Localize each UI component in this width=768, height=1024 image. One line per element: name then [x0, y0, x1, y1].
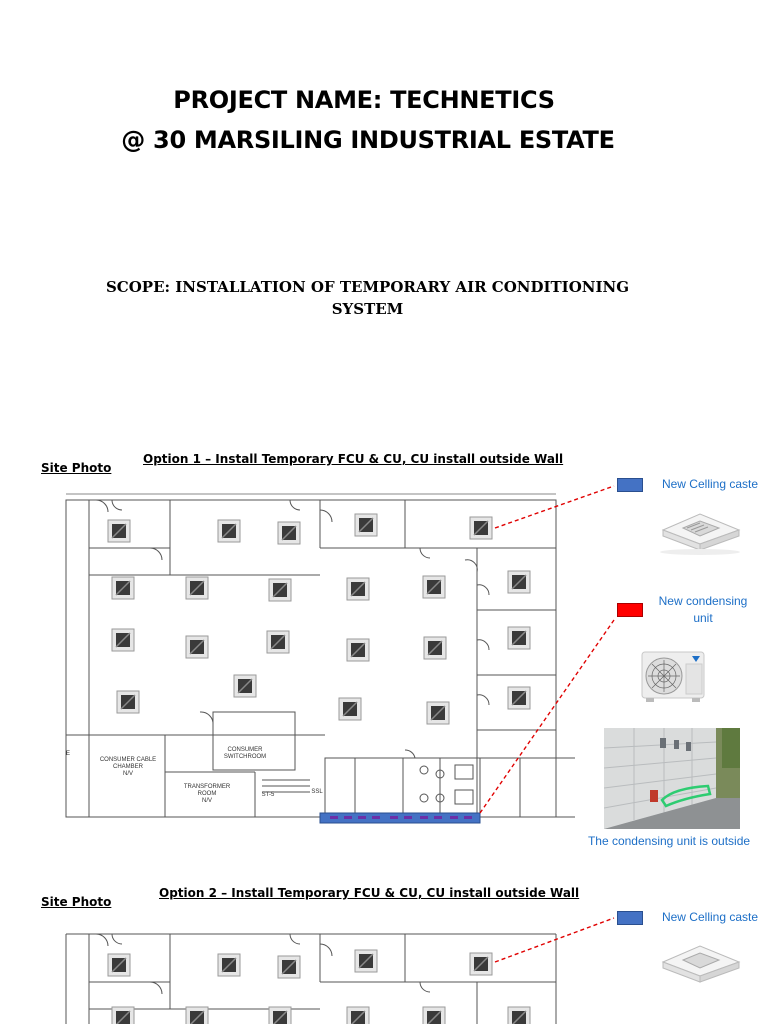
project-title-line-1: PROJECT NAME: TECHNETICS: [173, 86, 555, 114]
ceiling-cassette-unit: [112, 1007, 134, 1024]
ceiling-cassette-unit: [508, 571, 530, 593]
plan-switchroom-2: SWITCHROOM: [223, 754, 267, 760]
ceiling-cassette-unit: [347, 578, 369, 600]
ceiling-cassette-unit: [278, 956, 300, 978]
plan-switchroom-1: CONSUMER: [227, 747, 263, 753]
ceiling-cassette-unit: [470, 517, 492, 539]
ceiling-cassette-unit: [508, 687, 530, 709]
ceiling-cassette-unit: [347, 639, 369, 661]
plan-cable-chamber-2: CHAMBER: [112, 764, 144, 770]
condensing-unit-strip: [320, 813, 480, 823]
photo-caption: The condensing unit is outside: [587, 834, 751, 848]
plan-transformer-3: N/V: [201, 798, 213, 804]
ceiling-cassette-unit: [508, 627, 530, 649]
plan-ssl: SSL: [311, 789, 323, 795]
ceiling-cassette-unit: [186, 636, 208, 658]
legend-fcu-label-2: New Celling caste: [661, 910, 759, 924]
ceiling-cassette-unit: [186, 1007, 208, 1024]
ceiling-cassette-unit: [278, 522, 300, 544]
ceiling-cassette-unit: [423, 1007, 445, 1024]
ceiling-cassette-unit: [427, 702, 449, 724]
legend-fcu-swatch-2: [617, 911, 643, 925]
ceiling-cassette-unit: [355, 514, 377, 536]
plan-cable-chamber-1: CONSUMER CABLE: [99, 757, 157, 763]
ceiling-cassette-unit: [508, 1007, 530, 1024]
ceiling-cassette-unit: [269, 1007, 291, 1024]
ceiling-cassette-unit: [347, 1007, 369, 1024]
option-2-title: Option 2 – Install Temporary FCU & CU, CU install outside Wall: [159, 886, 580, 900]
site-photo-label-2: Site Photo: [41, 895, 112, 909]
ceiling-cassette-unit: [112, 577, 134, 599]
leader-line-fcu: [495, 486, 614, 528]
ceiling-cassette-unit: [355, 950, 377, 972]
ceiling-cassette-image: [655, 500, 745, 558]
ceiling-cassette-unit: [423, 576, 445, 598]
legend-fcu-swatch: [617, 478, 643, 492]
plan-cable-chamber-3: N/V: [122, 771, 134, 777]
option-1-title: Option 1 – Install Temporary FCU & CU, CU install outside Wall: [143, 452, 564, 466]
site-photo-label-1: Site Photo: [41, 461, 112, 475]
plan-transformer-2: ROOM: [197, 791, 217, 797]
legend-cu-label-line-2: unit: [693, 611, 713, 625]
ceiling-cassette-unit: [108, 520, 130, 542]
condensing-unit-image: [640, 650, 708, 704]
ceiling-cassette-unit: [117, 691, 139, 713]
ceiling-cassette-unit: [218, 954, 240, 976]
plan-e-mark: E: [65, 751, 71, 757]
plan-st5: ST-5: [261, 792, 275, 798]
project-title-line-2: @ 30 MARSILING INDUSTRIAL ESTATE: [121, 126, 615, 154]
ceiling-cassette-unit: [470, 953, 492, 975]
ceiling-cassette-unit: [108, 954, 130, 976]
ceiling-cassette-unit: [186, 577, 208, 599]
floor-plan-option-2: [0, 914, 768, 1024]
ceiling-cassette-unit: [112, 629, 134, 651]
ceiling-cassette-unit: [339, 698, 361, 720]
plan-transformer-1: TRANSFORMER: [183, 784, 231, 790]
ceiling-cassette-unit: [218, 520, 240, 542]
legend-cu-label-line-1: New condensing: [658, 594, 748, 608]
legend-cu-swatch: [617, 603, 643, 617]
ceiling-cassette-unit: [234, 675, 256, 697]
scope-line-1: SCOPE: INSTALLATION OF TEMPORARY AIR CONDITIONING: [105, 278, 630, 296]
scope-line-2: SYSTEM: [331, 300, 404, 318]
ceiling-cassette-image-2: [655, 934, 745, 984]
leader-line-cu: [480, 620, 614, 813]
leader-line-fcu-2: [495, 918, 614, 962]
ceiling-cassette-unit: [424, 637, 446, 659]
site-wall-photo: [604, 728, 740, 829]
legend-fcu-label: New Celling caste: [661, 477, 759, 491]
ceiling-cassette-unit: [269, 579, 291, 601]
ceiling-cassette-unit: [267, 631, 289, 653]
